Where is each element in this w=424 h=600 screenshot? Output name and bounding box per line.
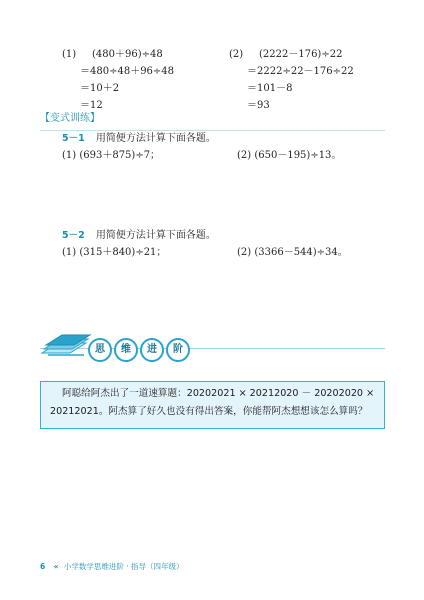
example-right-label: (2): [229, 49, 244, 60]
title-char: 进: [140, 338, 164, 362]
example-left-line: (480＋96)÷48: [92, 49, 163, 60]
example-left-line: ＝12: [80, 100, 103, 111]
practice-section-title: 【变式训练】: [40, 113, 100, 124]
exercise-item: (1) (693＋875)÷7；: [62, 150, 161, 161]
exercise-item: (1) (315＋840)÷21；: [62, 247, 167, 258]
section-divider: [40, 130, 385, 131]
title-char: 思: [88, 338, 112, 362]
example-right-line: ＝101－8: [247, 83, 293, 94]
problem-text-line: 20212021。阿杰算了好久也没有得出答案，你能帮阿杰想想该怎么算吗？: [50, 406, 368, 417]
double-chevron-icon: «: [53, 562, 59, 571]
example-left-line: ＝480÷48＋96÷48: [80, 66, 175, 77]
exercise-item: (2) (650－195)÷13。: [237, 150, 342, 161]
example-left-label: (1): [62, 49, 77, 60]
example-right-line: ＝93: [247, 100, 270, 111]
example-left-line: ＝10＋2: [80, 83, 120, 94]
exercise-number: 5－1: [62, 133, 85, 144]
example-right-line: ＝2222÷22－176÷22: [247, 66, 354, 77]
books-stack-icon: [40, 333, 92, 357]
example-right-line: (2222－176)÷22: [259, 49, 343, 60]
book-title: 小学数学思维进阶 · 指导（四年级）: [63, 562, 184, 571]
page-footer: [40, 561, 184, 572]
exercise-instruction: 用简便方法计算下面各题。: [95, 230, 216, 241]
exercise-instruction: 用简便方法计算下面各题。: [95, 133, 216, 144]
problem-text-line: 阿聪给阿杰出了一道速算题：20202021 × 20212020 － 20202020 ×: [62, 388, 375, 399]
title-char: 阶: [166, 338, 190, 362]
advanced-section-title: [88, 338, 192, 362]
title-char: 维: [114, 338, 138, 362]
page-number: 6: [40, 562, 46, 571]
exercise-item: (2) (3366－544)÷34。: [237, 247, 348, 258]
exercise-number: 5－2: [62, 230, 85, 241]
